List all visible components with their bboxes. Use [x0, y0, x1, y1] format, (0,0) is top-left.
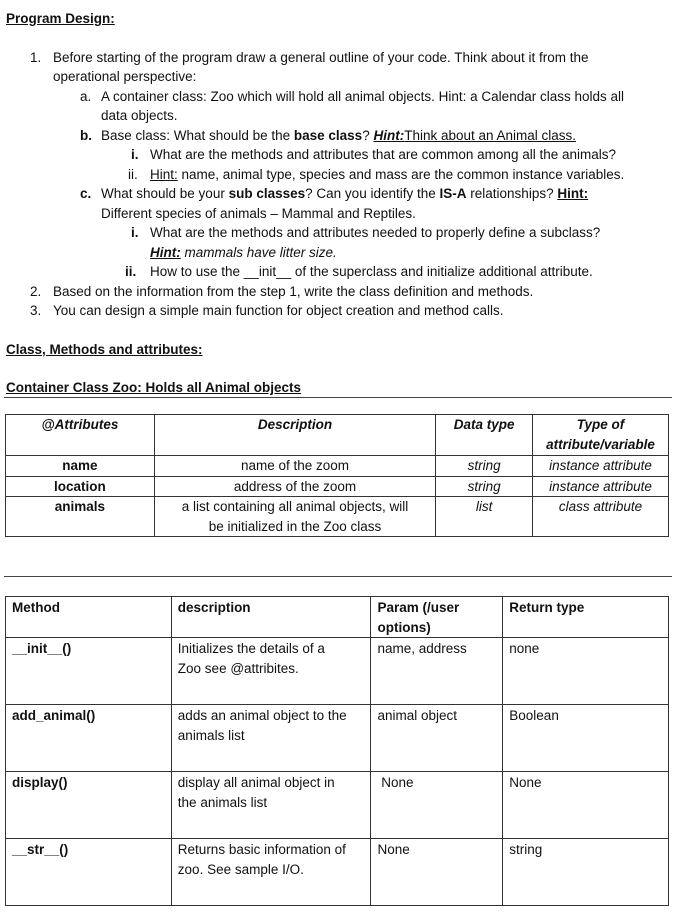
step-c-hint: Hint: [557, 186, 589, 201]
method-description-line2: the animals list [177, 794, 268, 810]
methods-header-row [6, 597, 669, 638]
step-c-i-hint-line [150, 243, 337, 263]
table-row [6, 476, 669, 497]
method-description-line2: Zoo see @attribites. [177, 660, 299, 676]
step-c-i-label: i. [131, 225, 139, 240]
attr-description-line1: a list containing all animal objects, will [181, 499, 409, 514]
step-b-i-text: What are the methods and attributes that are common among all the animals? [150, 147, 617, 162]
step-c-ii-text: How to use the __init__ of the superclass and initialize additional attribute. [150, 264, 593, 279]
step-b-ii-label: ii. [128, 167, 138, 182]
attributes-table [5, 414, 669, 537]
attributes-header-row [6, 415, 669, 456]
type-of-header [533, 415, 669, 456]
step-3-number: 3. [30, 303, 42, 318]
attr-data-type: list [436, 497, 533, 537]
step-c-label: c. [80, 186, 92, 201]
method-description [171, 772, 371, 839]
method-description-line2: animals list [177, 727, 245, 743]
method-params: name, address [371, 638, 503, 705]
step-b-i-label: i. [131, 147, 139, 162]
method-description-line1: Initializes the details of a [177, 641, 325, 656]
step-b-ii-hint: Hint: [150, 167, 178, 182]
step-2-text: Based on the information from the step 1, write the class definition and methods. [53, 284, 534, 299]
type-of-header-line2: attribute/variable [546, 436, 655, 452]
step-a-line1: A container class: Zoo which will hold all animal objects. Hint: a Calendar class holds all [101, 89, 624, 104]
methods-table [5, 596, 669, 906]
step-c-i-hint: Hint: [150, 245, 181, 260]
step-c-i-text: What are the methods and attributes needed to properly define a subclass? [150, 225, 601, 240]
container-heading: Container Class Zoo: Holds all Animal objects [6, 380, 302, 395]
step-b-ii-line [150, 165, 624, 185]
step-b-bold: base class [293, 128, 363, 143]
step-c-mid: ? Can you identify the [305, 186, 436, 201]
attr-data-type: string [436, 456, 533, 477]
step-1-line1: Before starting of the program draw a general outline of your code. Think about it from the [53, 50, 589, 65]
method-description-line1: Returns basic information of [177, 842, 346, 857]
step-3-text: You can design a simple main function for object creation and method calls. [53, 303, 504, 318]
step-c-bold1: sub classes [228, 186, 306, 201]
attr-type: instance attribute [533, 456, 669, 477]
step-c-line2: Different species of animals – Mammal and Reptiles. [101, 206, 416, 221]
method-name: __init__() [6, 638, 172, 705]
data-type-header: Data type [436, 415, 533, 456]
step-b-line [101, 126, 576, 146]
method-params: None [371, 839, 503, 906]
method-name: __str__() [6, 839, 172, 906]
step-b-hint: Hint: [373, 128, 405, 143]
step-b-post: Think about an Animal class. [404, 128, 577, 143]
table-row [6, 456, 669, 477]
attr-data-type: string [436, 476, 533, 497]
step-c-bold2: IS-A [439, 186, 467, 201]
divider-middle [4, 576, 672, 577]
attr-description-line2: be initialized in the Zoo class [208, 518, 382, 534]
method-name: display() [6, 772, 172, 839]
params-header-line2: options) [377, 619, 431, 635]
params-header-line1: Param (/user [377, 600, 460, 615]
method-description [171, 705, 371, 772]
attr-description: address of the zoom [154, 476, 435, 497]
method-params: None [371, 772, 503, 839]
step-c-i-hint-text: mammals have litter size. [184, 245, 337, 260]
return-type-header: Return type [503, 597, 669, 638]
method-return: none [503, 638, 669, 705]
method-description [171, 638, 371, 705]
step-c-ii-label: ii. [125, 264, 137, 279]
attr-description: name of the zoom [154, 456, 435, 477]
method-header: Method [6, 597, 172, 638]
table-row [6, 839, 669, 906]
table-row [6, 705, 669, 772]
step-b-label: b. [80, 128, 92, 143]
step-1-number: 1. [30, 50, 42, 65]
step-c-pre: What should be your [101, 186, 225, 201]
attr-description [154, 497, 435, 537]
step-c-post: relationships? [470, 186, 554, 201]
attributes-header: @Attributes [6, 415, 155, 456]
divider-top [4, 397, 672, 398]
section-heading: Class, Methods and attributes: [6, 342, 203, 357]
method-description-header: description [171, 597, 371, 638]
attr-type: class attribute [533, 497, 669, 537]
table-row [6, 638, 669, 705]
method-description-line2: zoo. See sample I/O. [177, 861, 304, 877]
method-description-line1: display all animal object in [177, 775, 335, 790]
attr-name: location [6, 476, 155, 497]
type-of-header-line1: Type of [576, 417, 625, 432]
method-return: Boolean [503, 705, 669, 772]
table-row [6, 772, 669, 839]
step-b-q: ? [362, 128, 370, 143]
method-params: animal object [371, 705, 503, 772]
step-b-ii-text: name, animal type, species and mass are the common instance variables. [181, 167, 625, 182]
table-row [6, 497, 669, 537]
step-a-line2: data objects. [101, 108, 178, 123]
attr-name: animals [6, 497, 155, 537]
method-return: string [503, 839, 669, 906]
step-1-line2: operational perspective: [53, 69, 197, 84]
method-description [171, 839, 371, 906]
step-c-line1 [101, 184, 588, 204]
method-return: None [503, 772, 669, 839]
method-name: add_animal() [6, 705, 172, 772]
attr-type: instance attribute [533, 476, 669, 497]
step-b-pre: Base class: What should be the [101, 128, 291, 143]
attr-name: name [6, 456, 155, 477]
page-title: Program Design: [6, 11, 115, 26]
method-description-line1: adds an animal object to the [177, 708, 347, 723]
description-header: Description [154, 415, 435, 456]
step-2-number: 2. [30, 284, 42, 299]
step-a-label: a. [80, 89, 92, 104]
params-header [371, 597, 503, 638]
